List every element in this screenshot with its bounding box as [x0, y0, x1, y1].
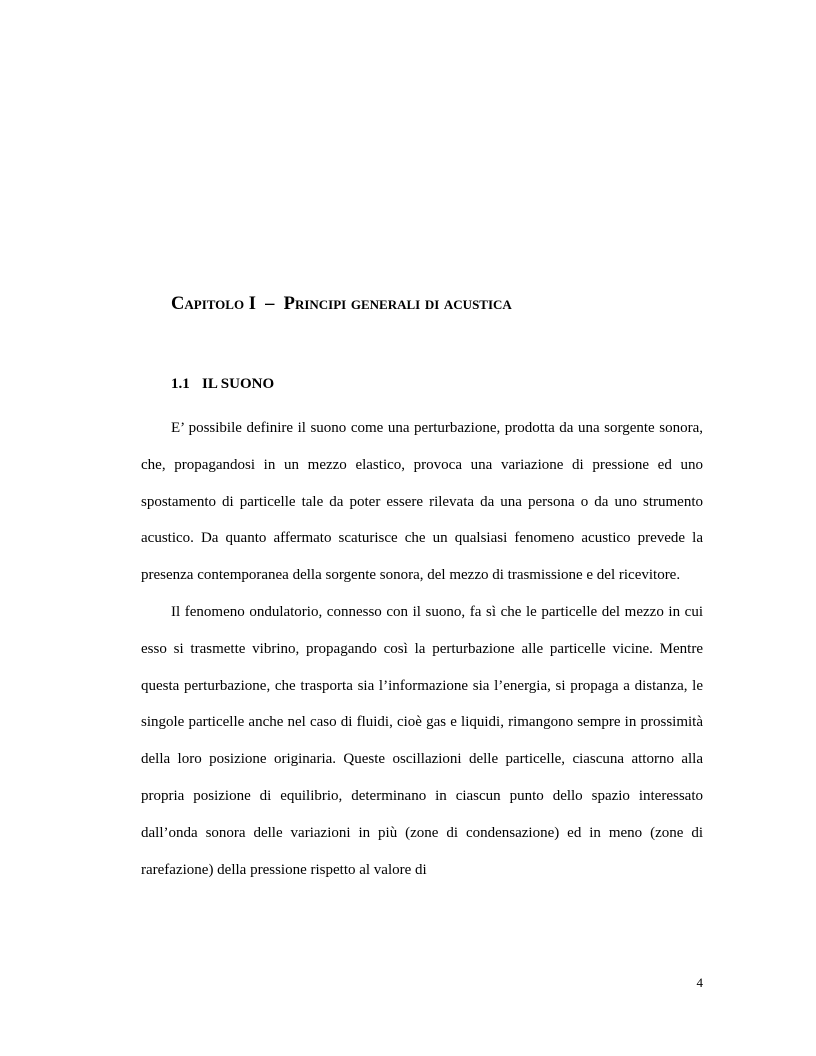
section-number: 1.1 [171, 376, 190, 392]
chapter-separator: – [265, 294, 275, 314]
page-number: 4 [696, 975, 703, 990]
body-text [141, 410, 703, 888]
paragraph: Il fenomeno ondulatorio, connesso con il suono, fa sì che le particelle del mezzo in cui esso si trasmette vibrino, propagando così la perturbazione alle particelle vicine. Mentre questa perturbazione, che trasporta sia l’informazione sia l’energia, si propaga a distanza, le singole particelle anche nel caso di fluidi, cioè gas e liquidi, rimangono sempre in prossimità della loro posizione originaria. Queste oscillazioni delle particelle, ciascuna attorno alla propria posizione di equilibrio, determinano in ciascun punto dello spazio interessato dall’onda sonora delle variazioni in più (zone di condensazione) ed in meno (zone di rarefazione) della pressione rispetto al valore di [141, 603, 703, 878]
chapter-label: Capitolo I [171, 294, 256, 314]
section-title: IL SUONO [202, 376, 275, 392]
section-heading [171, 376, 274, 393]
paragraph: E’ possibile definire il suono come una perturbazione, prodotta da una sorgente sonora, che, propagandosi in un mezzo elastico, provoca una variazione di pressione ed uno spostamento di particelle tale da poter essere rilevata da una persona o da uno strumento acustico. Da quanto affermato scaturisce che un qualsiasi fenomeno acustico prevede la presenza contemporanea della sorgente sonora, del mezzo di trasmissione e del ricevitore. [141, 420, 703, 584]
chapter-name: Principi generali di acustica [283, 294, 512, 314]
chapter-title [171, 294, 512, 315]
